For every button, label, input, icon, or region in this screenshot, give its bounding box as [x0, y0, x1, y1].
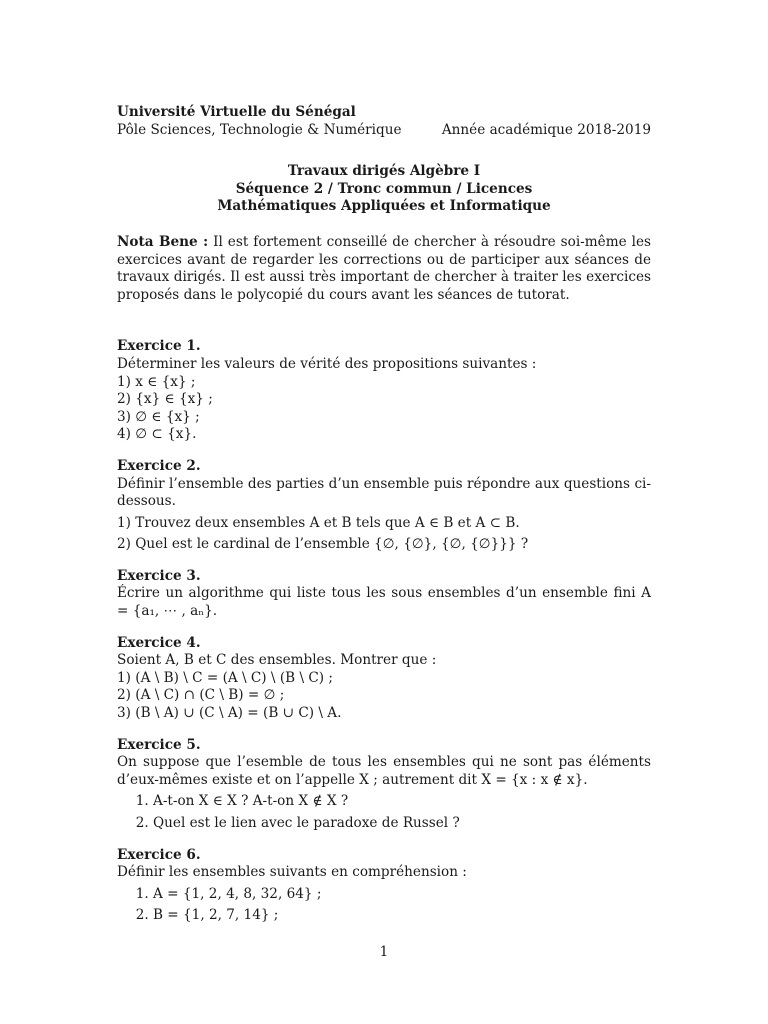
page-number: 1: [379, 944, 389, 960]
exercise-intro: On suppose que l’esemble de tous les ensembles qui ne sont pas éléments d’eux-mêmes existe et on l’appelle X ; autrement dit X = {x : x ∉ x}.: [117, 754, 651, 788]
exercise-text: Écrire un algorithme qui liste tous les sous ensembles d’un ensemble fini A = {a₁, ⋯ , aₙ}.: [117, 585, 651, 620]
exercise-4: [117, 635, 651, 723]
exercise-item: 1) Trouvez deux ensembles A et B tels que A ∈ B et A ⊂ B.: [117, 514, 520, 531]
academic-year: Année académique 2018-2019: [441, 121, 651, 138]
exercise-item: 4) ∅ ⊂ {x}.: [117, 426, 197, 443]
exercise-title: Exercice 3.: [117, 567, 201, 584]
exercise-1: [117, 338, 651, 444]
exercise-item: 3) (B \ A) ∪ (C \ A) = (B ∪ C) \ A.: [117, 705, 342, 722]
nota-bene-label: Nota Bene :: [117, 233, 209, 250]
exercise-title: Exercice 4.: [117, 634, 201, 651]
document-titles: [117, 163, 651, 216]
exercise-item: 1) (A \ B) \ C = (A \ C) \ (B \ C) ;: [117, 669, 333, 686]
exercise-item: 3) ∅ ∈ {x} ;: [117, 408, 200, 425]
exercise-intro: Déterminer les valeurs de vérité des propositions suivantes :: [117, 355, 537, 372]
exercise-item: 2) {x} ∈ {x} ;: [117, 391, 213, 408]
header-line: [117, 122, 651, 140]
exercise-2: [117, 458, 651, 554]
title-line: Mathématiques Appliquées et Informatique: [217, 198, 551, 215]
exercise-item: 2. Quel est le lien avec le paradoxe de Russel ?: [153, 815, 651, 833]
exercise-list: [117, 886, 651, 925]
exercise-6: [117, 847, 651, 925]
title-line: Travaux dirigés Algèbre I: [287, 163, 481, 180]
document-header: [117, 104, 651, 139]
exercise-item: 1. A-t-on X ∈ X ? A-t-on X ∉ X ?: [153, 793, 651, 811]
exercise-list: [117, 793, 651, 832]
exercise-item: 2) (A \ C) ∩ (C \ B) = ∅ ;: [117, 687, 285, 704]
exercise-intro: Définir les ensembles suivants en compréhension :: [117, 864, 467, 881]
pole-name: Pôle Sciences, Technologie & Numérique: [117, 121, 402, 138]
exercise-title: Exercice 1.: [117, 338, 201, 355]
exercise-item: 1) x ∈ {x} ;: [117, 373, 196, 390]
exercise-intro: Soient A, B et C des ensembles. Montrer que :: [117, 652, 437, 669]
document-page: [117, 104, 651, 929]
title-line: Séquence 2 / Tronc commun / Licences: [235, 180, 533, 197]
university-name: Université Virtuelle du Sénégal: [117, 104, 356, 120]
exercise-title: Exercice 6.: [117, 846, 201, 863]
exercise-item: 1. A = {1, 2, 4, 8, 32, 64} ;: [153, 886, 651, 904]
exercise-title: Exercice 5.: [117, 736, 201, 753]
nota-bene: [117, 234, 651, 304]
exercise-item: 2. B = {1, 2, 7, 14} ;: [153, 907, 651, 925]
exercise-item: 2) Quel est le cardinal de l’ensemble {∅, {∅}, {∅, {∅}}} ?: [117, 536, 529, 553]
exercise-intro: Définir l’ensemble des parties d’un ensemble puis répondre aux questions ci-dessous.: [117, 475, 651, 510]
exercise-3: [117, 568, 651, 621]
nota-bene-text: Il est fortement conseillé de chercher à résoudre soi-même les exercices avant de regarder les corrections ou de participer aux séances de travaux dirigés. Il est aussi très important de chercher à traiter les exercices proposés dans le polycopié du cours avant les séances de tutorat.: [117, 233, 652, 303]
exercise-5: [117, 737, 651, 833]
exercise-title: Exercice 2.: [117, 457, 201, 474]
